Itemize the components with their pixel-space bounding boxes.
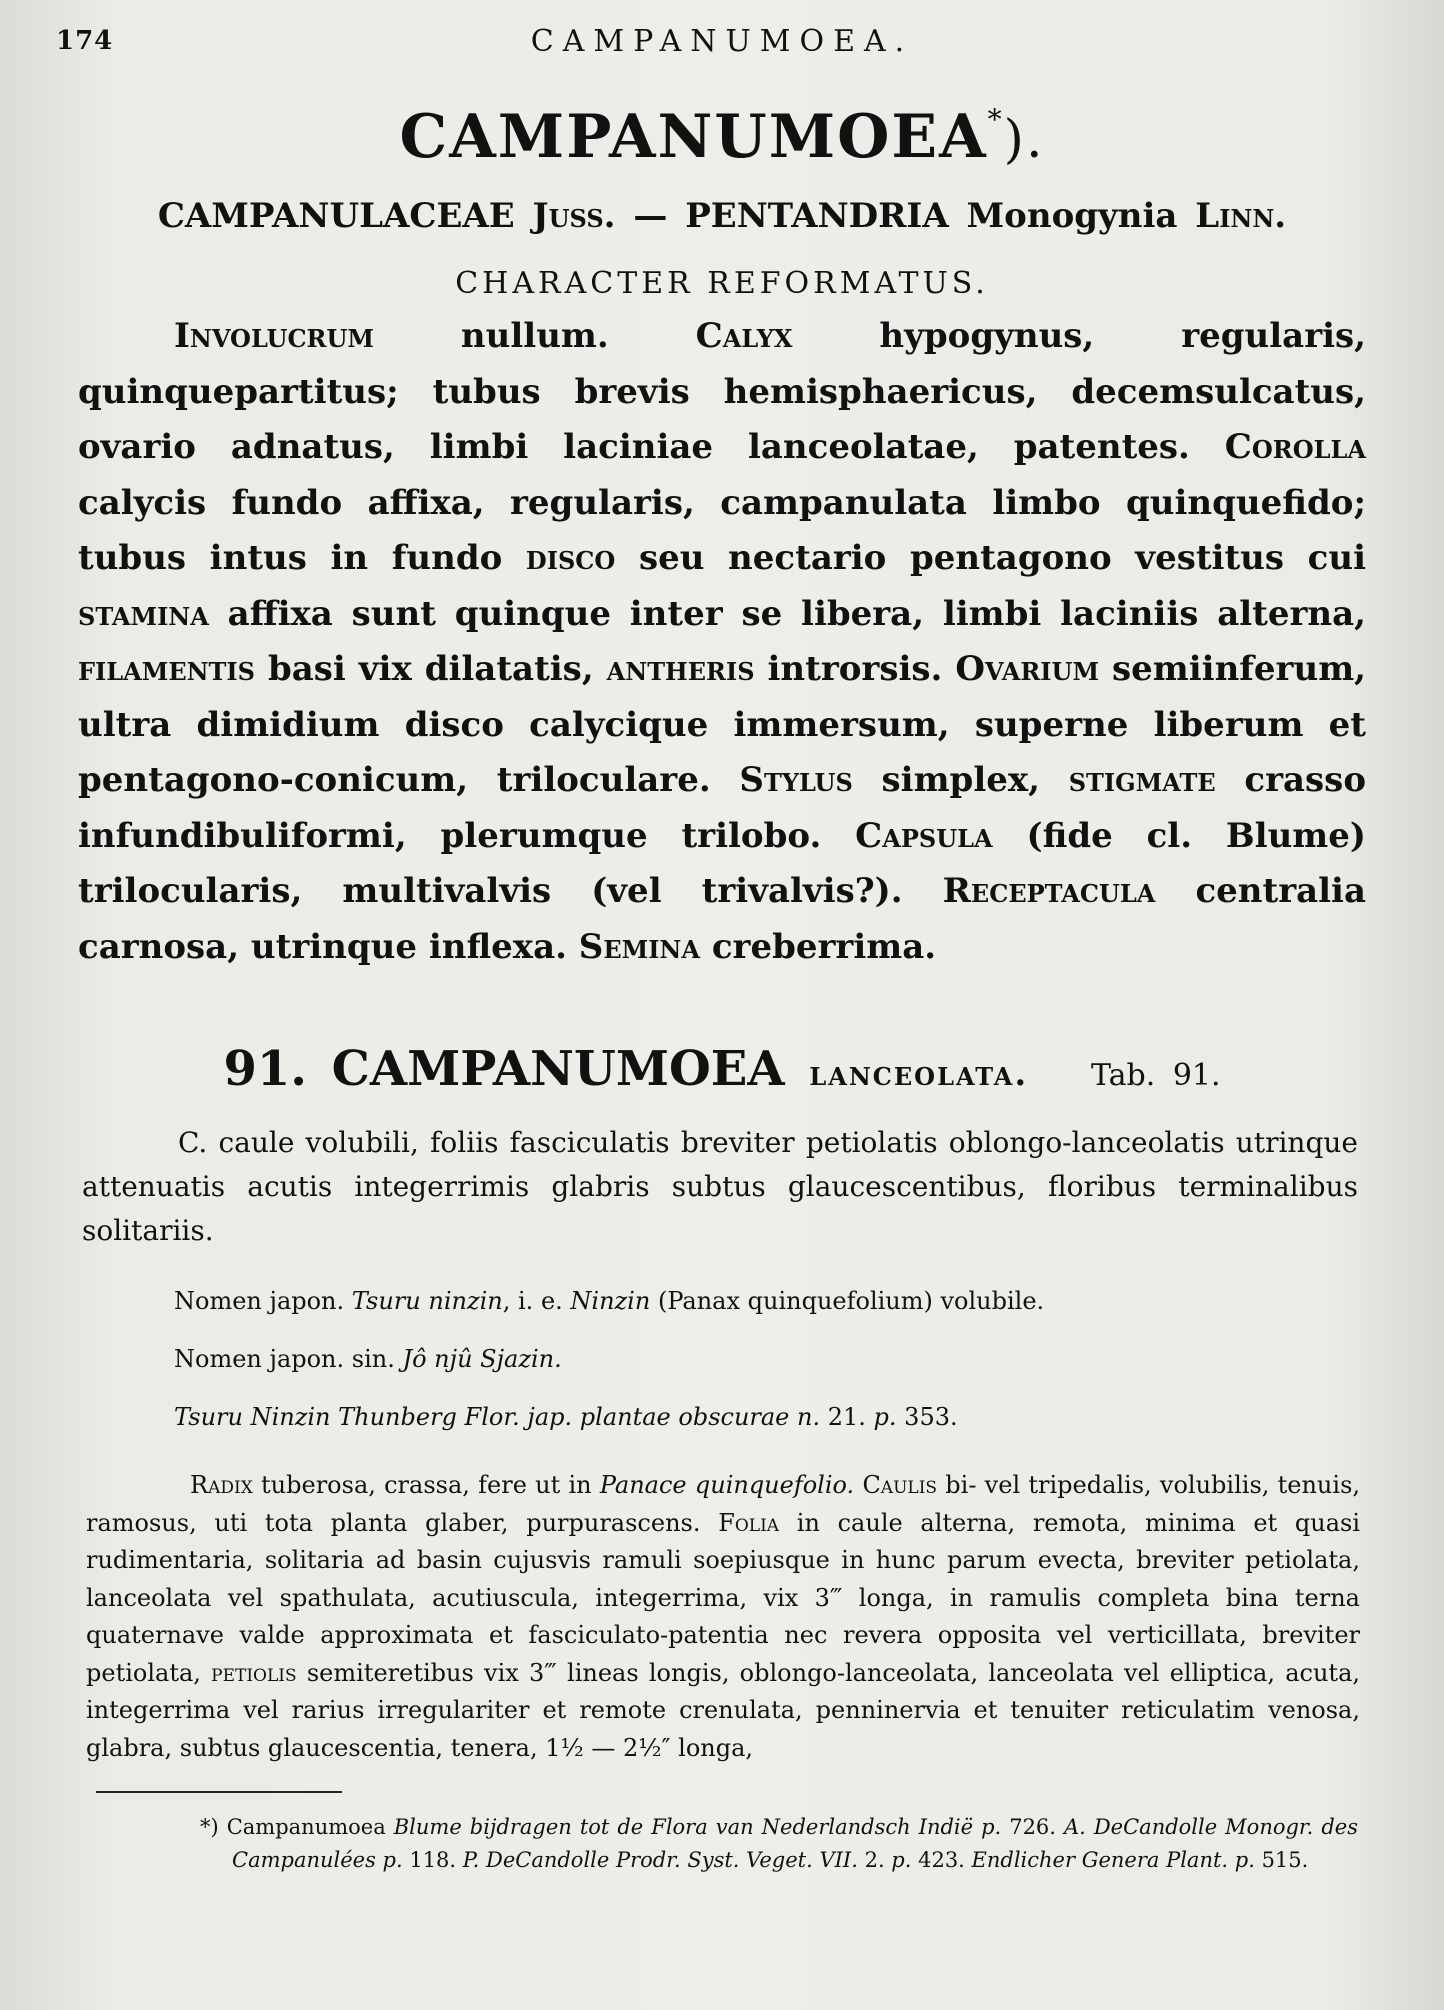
italic-run: Tsuru Ninzin Thunberg Flor. jap. plantae obscurae n. — [174, 1403, 821, 1431]
italic-run: Blume bijdragen tot de Flora van Nederlandsch Indië p. — [393, 1815, 1002, 1839]
page-number: 174 — [56, 26, 114, 56]
linnaean-order: Monogynia — [966, 196, 1178, 236]
small-caps-term: Ovarium — [955, 649, 1100, 689]
italic-run: A. DeCandolle Monogr. des Campanulées p. — [232, 1815, 1358, 1872]
running-title: CAMPANUMOEA. — [530, 24, 914, 59]
text-run: introrsis. — [754, 649, 956, 689]
small-caps-term: Stylus — [739, 760, 853, 800]
italic-run: Endlicher Genera Plant. p. — [971, 1848, 1255, 1872]
small-caps-term: Capsula — [855, 815, 993, 856]
small-caps-term: petiolis — [211, 1658, 297, 1687]
text-run: creberrima. — [700, 926, 937, 967]
text-run: 423. — [911, 1848, 972, 1872]
character-text — [72, 309, 1372, 975]
genus-name: CAMPANUMOEA — [399, 102, 988, 172]
small-caps-term: Calyx — [695, 316, 793, 356]
small-caps-term: Involucrum — [174, 316, 374, 356]
running-head — [56, 18, 1372, 78]
text-run: 21. — [820, 1403, 874, 1431]
small-caps-term: Semina — [578, 926, 700, 967]
text-run: crasso infundibuliformi, plerumque trilobo. — [78, 760, 1366, 856]
genus-title — [72, 104, 1372, 170]
family-name: CAMPANULACEAE — [157, 196, 515, 236]
text-run: basi vix dilatatis, — [254, 649, 607, 689]
text-run: 353. — [896, 1403, 958, 1431]
plate-reference: Tab. 91. — [1090, 1058, 1221, 1093]
species-description — [72, 1467, 1372, 1767]
species-genus: CAMPANUMOEA — [331, 1041, 785, 1097]
text-run: in caule alterna, remota, minima et quasi rudimentaria, solitaria ad basin cujusvis ramuli soepiusque in hunc parum evecta, breviter petiolata, lanceolata vel spathulata, acutiuscula, integerrima, vix 3‴ longa, in ramulis completa bina terna quaternave valde approximata et fasciculato-patentia nec revera opposita vel verticillata, breviter petiolata, — [86, 1508, 1361, 1687]
family-author: Juss. — [532, 196, 616, 236]
species-diagnosis: C. caule volubili, foliis fasciculatis breviter petiolatis oblongo-lanceolatis utrinque attenuatis acutis integerrimis glabris subtus glaucescentibus, floribus terminalibus solitariis. — [82, 1126, 1358, 1247]
text-run: semiinferum, ultra dimidium disco calycique immersum, superne liberum et pentagono-conicum, triloculare. — [78, 649, 1367, 800]
small-caps-term: antheris — [606, 649, 755, 689]
text-run: Nomen japon. — [174, 1287, 352, 1315]
italic-run: p. — [873, 1403, 897, 1431]
small-caps-term: disco — [525, 538, 616, 578]
text-run: calycis fundo affixa, regularis, campanulata limbo quinquefido; tubus intus in fundo — [78, 482, 1366, 578]
italic-run: p. — [891, 1848, 912, 1872]
closing-paren: ). — [1003, 110, 1045, 170]
text-run: semiteretibus vix 3‴ lineas longis, oblongo-lanceolata, lanceolata vel elliptica, acuta, integerrima vel rarius irregulariter et remote crenulata, penninervia et tenuiter reticulatim venosa, glabra, subtus glaucescentia, tenera, 1½ — 2½″ longa, — [86, 1658, 1361, 1762]
small-caps-term: stigmate — [1068, 760, 1216, 800]
text-run: affixa sunt quinque inter se libera, limbi laciniis alterna, — [208, 593, 1366, 634]
classification-line — [72, 196, 1372, 236]
italic-run: Jô njû Sjazin. — [402, 1345, 562, 1373]
text-run: simplex, — [852, 760, 1069, 800]
italic-run: Panace quinquefolio. — [599, 1471, 855, 1499]
text-run: (fide cl. Blume) trilocularis, multivalvis (vel trivalvis?). — [78, 815, 1367, 911]
separator-dash: — — [633, 196, 668, 236]
text-run: hypogynus, regularis, quinquepartitus; tubus brevis hemisphaericus, decemsulcatus, ovario adnatus, limbi laciniae lanceolatae, patentes. — [78, 316, 1366, 467]
text-run: bi- vel tripedalis, volubilis, tenuis, ramosus, uti tota planta glaber, purpurascens. — [86, 1471, 1361, 1537]
text-run: 118. — [402, 1848, 463, 1872]
literature-reference — [174, 1397, 1372, 1437]
italic-run: P. DeCandolle Prodr. Syst. Veget. VII. — [462, 1848, 858, 1872]
text-run: (Panax quinquefolium) volubile. — [650, 1287, 1045, 1315]
text-run: 2. — [857, 1848, 892, 1872]
small-caps-term: stamina — [78, 593, 209, 634]
text-run: , i. e. — [502, 1287, 571, 1315]
text-run: centralia carnosa, utrinque inflexa. — [78, 871, 1367, 967]
text-run: Nomen japon. sin. — [174, 1345, 403, 1373]
small-caps-term: Corolla — [1224, 427, 1366, 467]
italic-run: Tsuru ninzin — [351, 1287, 503, 1315]
small-caps-term: Radix — [190, 1471, 253, 1499]
footnote — [200, 1811, 1358, 1877]
italic-run: Ninzin — [570, 1287, 651, 1315]
small-caps-term: Folia — [718, 1508, 780, 1537]
character-heading: CHARACTER REFORMATUS. — [455, 266, 989, 301]
japanese-name — [174, 1281, 1372, 1321]
text-run: 515. — [1254, 1848, 1309, 1872]
species-number: 91. — [223, 1041, 307, 1097]
text-run: 726. — [1001, 1815, 1064, 1839]
sino-japanese-name — [174, 1339, 1372, 1379]
text-run: nullum. — [373, 316, 696, 356]
footnote-rule — [96, 1791, 342, 1793]
text-run: seu nectario pentagono vestitus cui — [615, 538, 1366, 578]
small-caps-term: Caulis — [862, 1471, 938, 1499]
small-caps-term: Receptacula — [942, 871, 1156, 911]
small-caps-term: filamentis — [78, 649, 255, 689]
footnote-mark: * — [987, 103, 1004, 136]
class-author: Linn. — [1195, 196, 1287, 236]
text-run: tuberosa, crassa, fere ut in — [252, 1471, 600, 1499]
linnaean-class: PENTANDRIA — [685, 196, 949, 236]
text-run: *) Campanumoea — [200, 1815, 394, 1839]
species-epithet: lanceolata. — [809, 1054, 1029, 1094]
species-heading — [72, 1041, 1372, 1097]
